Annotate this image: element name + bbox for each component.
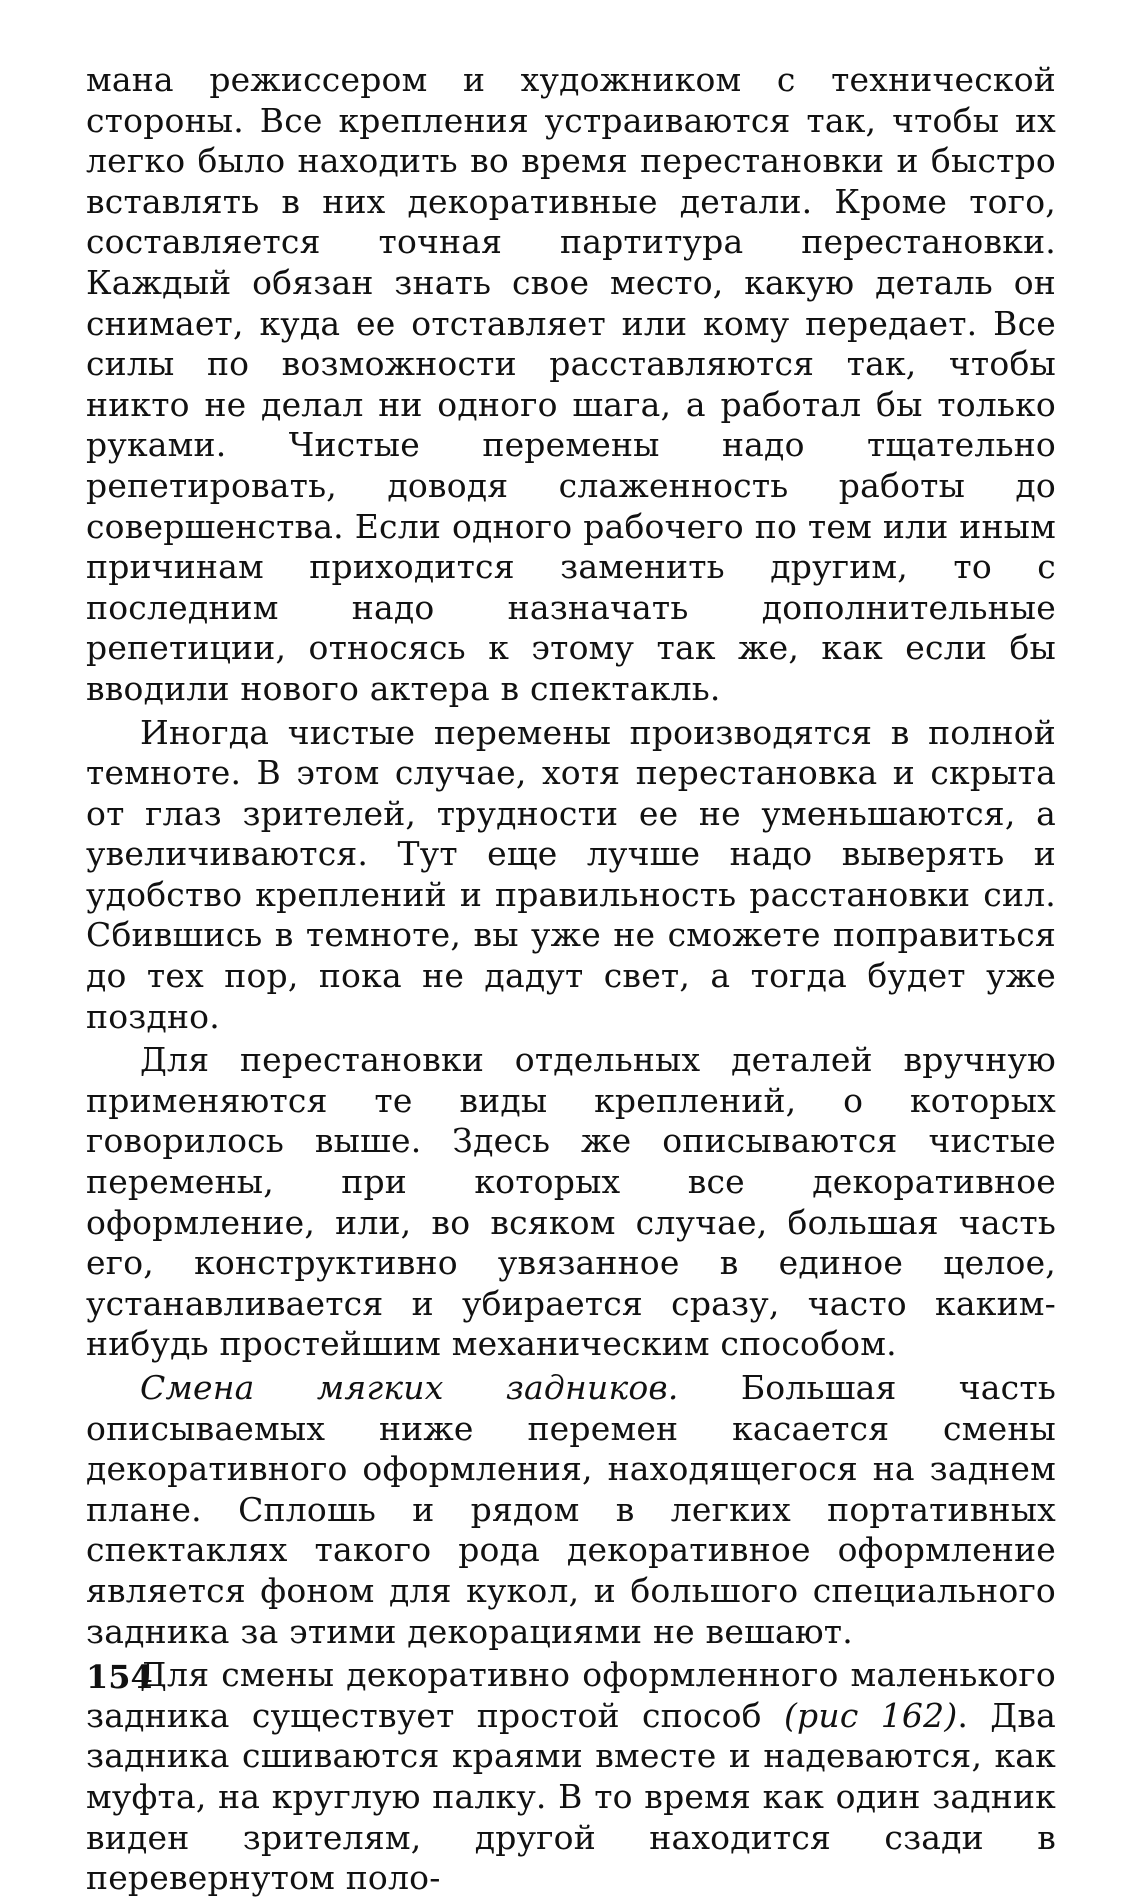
page-body <box>86 60 1056 1899</box>
paragraph-5-text-before: Для смены декоративно оформленного маленького задника существует простой способ <box>86 1655 1056 1735</box>
paragraph-5 <box>86 1655 1056 1899</box>
paragraph-3-text: Для перестановки отдельных деталей вручную применяются те виды креплений, о которых говорилось выше. Здесь же описываются чистые перемены, при которых все декоративное оформление, или, во всяком случае, большая часть его, конструктивно увязанное в единое целое, устанавливается и убирается сразу, часто каким-нибудь простейшим механическим способом. <box>86 1040 1056 1364</box>
figure-reference: (рис 162) <box>783 1695 958 1735</box>
section-heading: Смена мягких задников. <box>140 1368 679 1407</box>
paragraph-1-text: мана режиссером и художником с технической стороны. Все крепления устраиваются так, чтобы их легко было находить во время перестановки и быстро вставлять в них декоративные детали. Кроме того, составляется точная партитура перестановки. Каждый обязан знать свое место, какую деталь он снимает, куда ее отставляет или кому передает. Все силы по возможности расставляются так, чтобы никто не делал ни одного шага, а работал бы только руками. Чистые перемены надо тщательно репетировать, доводя слаженность работы до совершенства. Если одного рабочего по тем или иным причинам приходится заменить другим, то с последним надо назначать дополнительные репетиции, относясь к этому так же, как если бы вводили нового актера в спектакль. <box>86 60 1056 708</box>
paragraph-4 <box>86 1368 1056 1652</box>
paragraph-1 <box>86 60 1056 710</box>
paragraph-2-text: Иногда чистые перемены производятся в полной темноте. В этом случае, хотя перестановка и скрыта от глаз зрителей, трудности ее не уменьшаются, а увеличиваются. Тут еще лучше надо выверять и удобство креплений и правильность расстановки сил. Сбившись в темноте, вы уже не сможете поправиться до тех пор, пока не дадут свет, а тогда будет уже поздно. <box>86 712 1056 1036</box>
paragraph-4-text: Большая часть описываемых ниже перемен касается смены декоративного оформления, находящегося на заднем плане. Сплошь и рядом в легких портативных спектаклях такого рода декоративное оформление является фоном для кукол, и большого специального задника за этими декорациями не вешают. <box>86 1368 1056 1651</box>
paragraph-5-text-after: . Два задника сшиваются краями вместе и надеваются, как муфта, на круглую палку. В то время как один задник виден зрителям, другой находится сзади в перевернутом поло- <box>86 1695 1056 1898</box>
page-number: 154 <box>86 1658 153 1696</box>
paragraph-3 <box>86 1040 1056 1365</box>
paragraph-2 <box>86 713 1056 1038</box>
